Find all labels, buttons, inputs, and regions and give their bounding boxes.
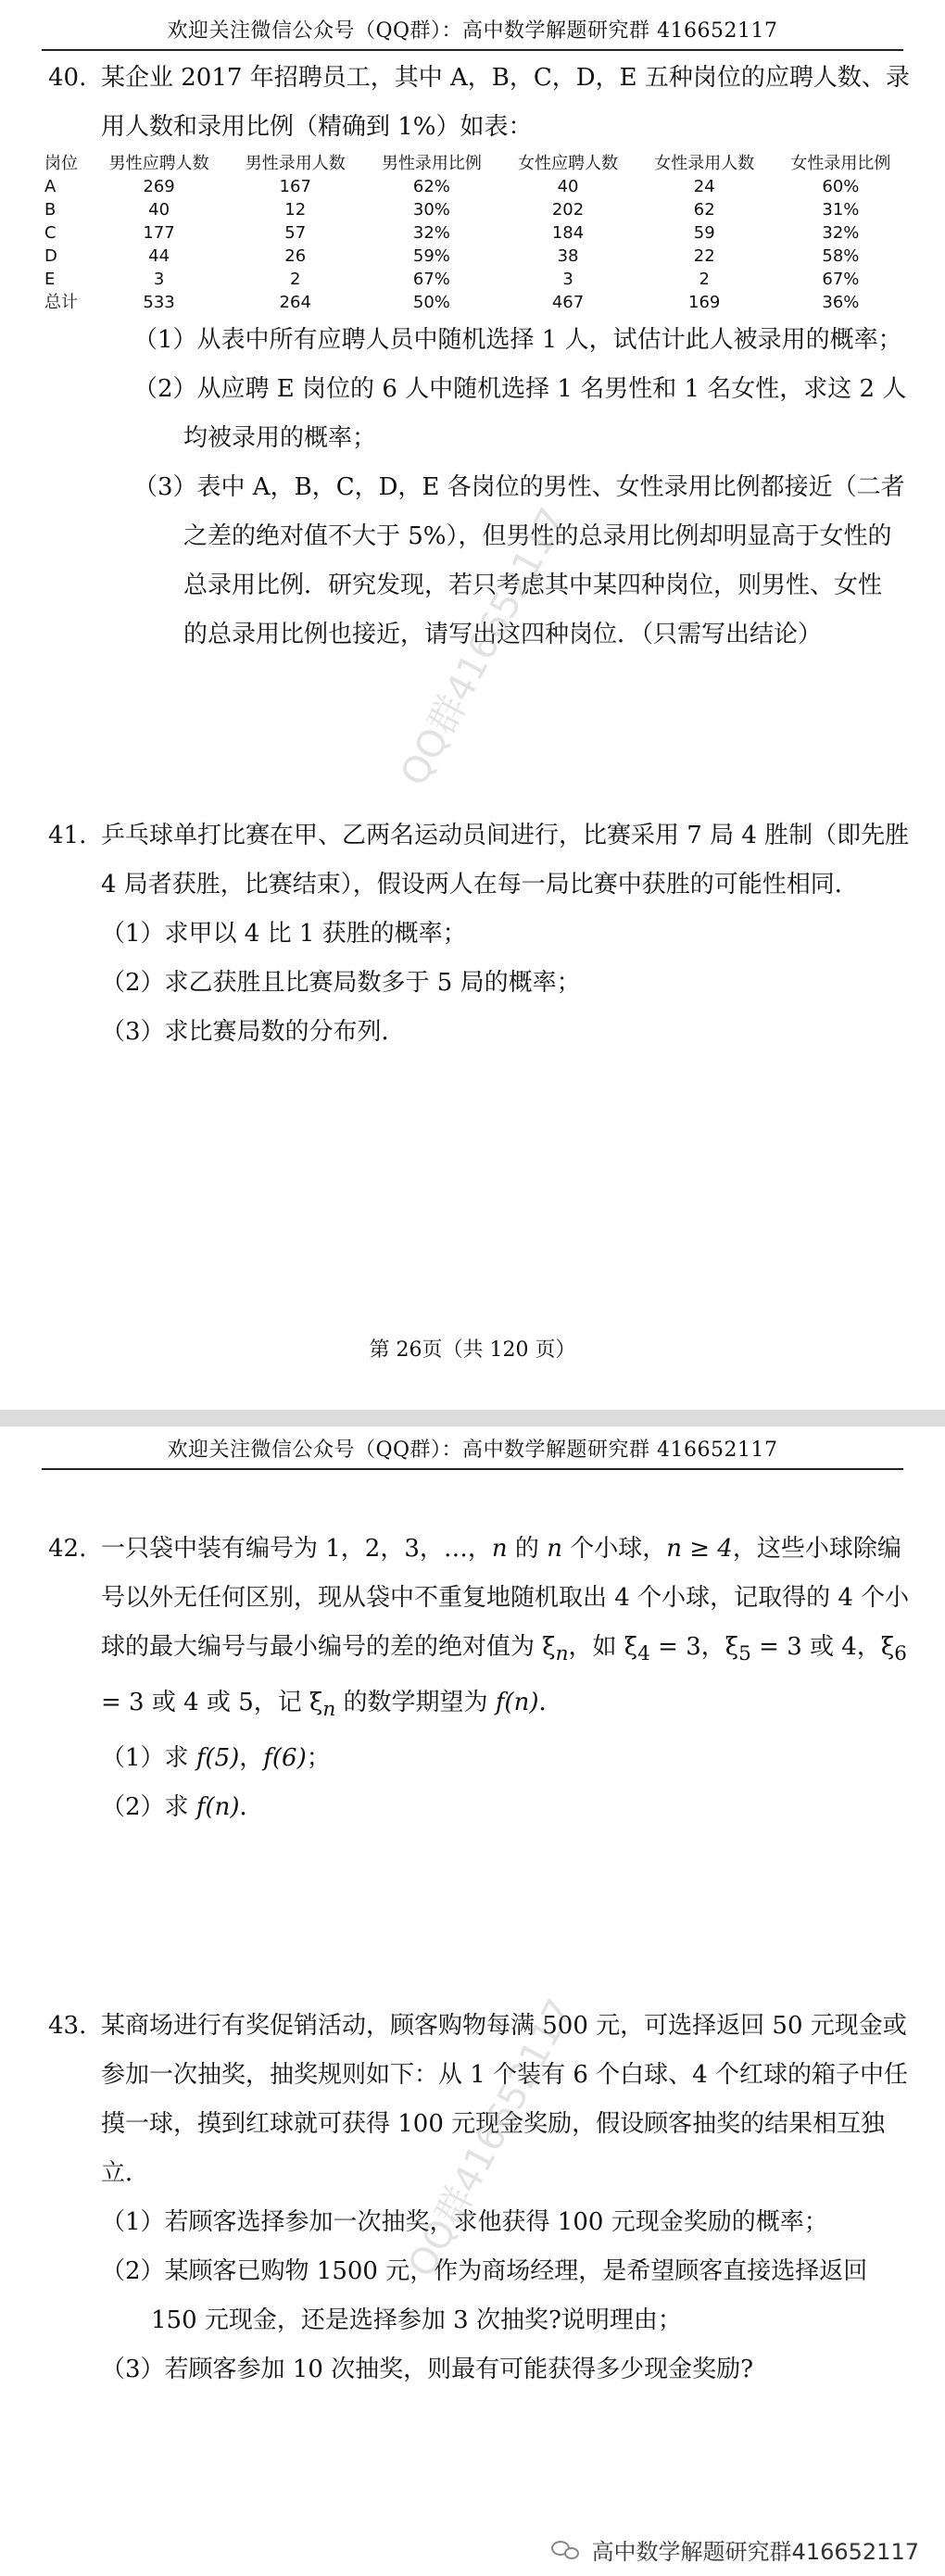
column-header: 女性应聘人数	[518, 154, 619, 173]
table-cell: 12	[284, 200, 307, 220]
sub-question-1: （1）求甲以 4 比 1 获胜的概率；	[101, 920, 467, 948]
problem-number: 42.	[48, 1535, 87, 1563]
table-cell: 50%	[412, 293, 450, 312]
table-cell: 58%	[822, 246, 860, 266]
math-subscript: 5	[738, 1642, 751, 1666]
table-cell: 269	[143, 177, 175, 196]
math-expr: f(n)	[195, 1793, 240, 1822]
math-expr: n ≥ 4	[666, 1535, 733, 1563]
stem-text: ．	[538, 1689, 563, 1717]
math-expr: f(6)	[263, 1744, 307, 1773]
sub-question-1	[101, 1734, 914, 1783]
column-header: 女性录用人数	[654, 154, 755, 173]
table-cell: 3	[153, 270, 165, 289]
column-header: 男性应聘人数	[108, 154, 209, 173]
table-cell: 32%	[412, 223, 450, 243]
stem-text: ，如 ξ	[568, 1633, 638, 1661]
sub-question-2	[101, 1783, 914, 1832]
table-cell: 202	[551, 200, 585, 220]
page-header: 欢迎关注微信公众号（QQ群）：高中数学解题研究群 416652117	[42, 15, 903, 51]
table-cell: 62	[693, 200, 715, 220]
brand-label: 高中数学解题研究群416652117	[591, 2539, 919, 2565]
stem-text: 的数学期望为	[335, 1689, 496, 1717]
column-header: 女性录用比例	[790, 154, 891, 173]
sub-question-1: （1）若顾客选择参加一次抽奖，求他获得 100 元现金奖励的概率；	[101, 2208, 828, 2236]
math-var: n	[547, 1535, 562, 1563]
wechat-brand	[551, 2533, 919, 2566]
math-expr: f(n)	[495, 1689, 539, 1717]
stem-text: = 3，ξ	[649, 1633, 739, 1661]
problem-40	[44, 54, 914, 660]
page-footer: 第 26页（共 120 页）	[369, 1338, 576, 1362]
problem-42	[48, 1525, 914, 1832]
sub-question-text: 均被录用的概率；	[183, 424, 377, 452]
table-cell: 22	[693, 246, 715, 266]
page-header: 欢迎关注微信公众号（QQ群）：高中数学解题研究群 416652117	[42, 1434, 903, 1470]
table-cell: 31%	[822, 200, 860, 220]
sub-question-text: ．	[239, 1793, 264, 1822]
math-subscript: 6	[894, 1642, 907, 1666]
table-row	[43, 221, 909, 245]
table-cell: 467	[551, 293, 585, 312]
math-var: n	[491, 1535, 508, 1563]
table-cell: 184	[551, 223, 585, 243]
table-cell: 40	[557, 177, 579, 196]
table-cell: 总计	[44, 293, 78, 312]
sub-question-text: 150 元现金，还是选择参加 3 次抽奖?说明理由；	[151, 2306, 682, 2334]
table-cell: 169	[688, 293, 721, 312]
sub-question-text: ；	[306, 1744, 331, 1773]
table-cell: 57	[284, 223, 307, 243]
page-separator	[0, 1410, 945, 1426]
table-row	[43, 175, 909, 198]
problem-stem: 乒乓球单打比赛在甲、乙两名运动员间进行，比赛采用 7 局 4 胜制（即先胜 4 局者获胜，比赛结束），假设两人在每一局比赛中获胜的可能性相同．	[101, 822, 910, 898]
sub-question-text: （3）表中 A，B，C，D，E 各岗位的男性、女性录用比例都接近（二者	[133, 473, 905, 501]
table-cell: 3	[562, 270, 573, 289]
math-subscript: n	[555, 1642, 569, 1666]
sub-question-text: ，	[239, 1744, 264, 1773]
table-cell: 32%	[822, 223, 860, 243]
problem-number: 43.	[48, 2012, 87, 2040]
stem-text: 一只袋中装有编号为 1，2，3，…，	[101, 1535, 492, 1563]
sub-question-text: （2）求	[101, 1793, 196, 1822]
sub-question-2	[133, 365, 914, 463]
stem-text: ，这些小球除编号以外无任何区别，现从袋中不重复地随机取出 4 个小球，记取得的 4 个小球的最大编号与最小编号的差的绝对值为 ξ	[101, 1535, 910, 1661]
table-cell: 533	[143, 293, 175, 312]
table-header-row	[43, 152, 909, 175]
table-cell: E	[44, 270, 56, 289]
qq-watermark: QQ群416652117	[392, 501, 575, 793]
table-cell: 36%	[822, 293, 860, 312]
problem-41	[48, 811, 914, 1057]
sub-question-2	[101, 2247, 914, 2345]
sub-question-1: （1）从表中所有应聘人员中随机选择 1 人，试估计此人被录用的概率；	[133, 326, 902, 354]
table-cell: A	[44, 177, 57, 196]
table-cell: 30%	[412, 200, 450, 220]
table-cell: C	[44, 223, 57, 243]
table-cell: 59	[693, 223, 715, 243]
table-cell: 24	[693, 177, 715, 196]
stem-text: 的	[507, 1535, 548, 1563]
problem-number: 40.	[48, 64, 87, 92]
stem-text: = 3 或 4 或 5，记 ξ	[101, 1689, 323, 1717]
problem-number: 41.	[48, 822, 87, 849]
table-cell: D	[44, 246, 57, 266]
problem-stem: 某商场进行有奖促销活动，顾客购物每满 500 元，可选择返回 50 元现金或参加一次抽奖，抽奖规则如下：从 1 个装有 6 个白球、4 个红球的箱子中任摸一球，摸到红球就可获得 100 元现金奖励，假设顾客抽奖的结果相互独立．	[101, 2012, 908, 2187]
table-cell: B	[44, 200, 57, 220]
sub-question-text: （2）从应聘 E 岗位的 6 人中随机选择 1 名男性和 1 名女性，求这 2 人	[133, 375, 907, 403]
table-cell: 60%	[822, 177, 860, 196]
sub-question-3: （3）若顾客参加 10 次抽奖，则最有可能获得多少现金奖励?	[101, 2356, 754, 2383]
sub-question-text: 之差的绝对值不大于 5%），但男性的总录用比例却明显高于女性的	[183, 522, 892, 550]
table-cell: 264	[279, 293, 311, 312]
stem-text: 个小球，	[561, 1535, 667, 1563]
table-row	[43, 198, 909, 221]
sub-question-2: （2）求乙获胜且比赛局数多于 5 局的概率；	[101, 969, 581, 997]
wechat-icon	[551, 2539, 583, 2561]
table-row	[43, 245, 909, 268]
column-header: 男性录用人数	[245, 154, 346, 173]
column-header: 男性录用比例	[381, 154, 482, 173]
sub-question-text: （1）求	[101, 1744, 196, 1773]
problem-stem	[101, 1525, 914, 1734]
column-header: 岗位	[44, 154, 78, 173]
table-row	[43, 268, 909, 291]
page-27	[0, 1426, 945, 2576]
sub-question-text: 的总录用比例也接近，请写出这四种岗位．（只需写出结论）	[183, 621, 823, 648]
math-expr: f(5)	[195, 1744, 240, 1773]
table-cell: 67%	[822, 270, 860, 289]
table-cell: 2	[699, 270, 710, 289]
table-cell: 38	[557, 246, 579, 266]
math-subscript: 4	[637, 1642, 650, 1666]
qq-watermark: QQ群416652117	[399, 1992, 583, 2284]
table-cell: 44	[148, 246, 170, 266]
table-cell: 177	[143, 223, 175, 243]
table-cell: 40	[148, 200, 170, 220]
table-cell: 2	[290, 270, 301, 289]
sub-question-text: （2）某顾客已购物 1500 元，作为商场经理，是希望顾客直接选择返回	[101, 2257, 868, 2285]
sub-question-text: 总录用比例．研究发现，若只考虑其中某四种岗位，则男性、女性	[183, 572, 883, 599]
table-cell: 59%	[412, 246, 450, 266]
problem-stem: 某企业 2017 年招聘员工，其中 A，B，C，D，E 五种岗位的应聘人数、录用人数和录用比例（精确到 1%）如表：	[101, 64, 910, 141]
table-cell: 26	[284, 246, 307, 266]
table-cell: 62%	[412, 177, 450, 196]
table-row-total	[43, 291, 909, 314]
sub-question-3: （3）求比赛局数的分布列．	[101, 1018, 406, 1046]
stem-text: = 3 或 4，ξ	[750, 1633, 895, 1661]
recruitment-table	[43, 152, 909, 314]
table-cell: 167	[279, 177, 311, 196]
table-cell: 67%	[412, 270, 450, 289]
math-subscript: n	[322, 1698, 336, 1722]
